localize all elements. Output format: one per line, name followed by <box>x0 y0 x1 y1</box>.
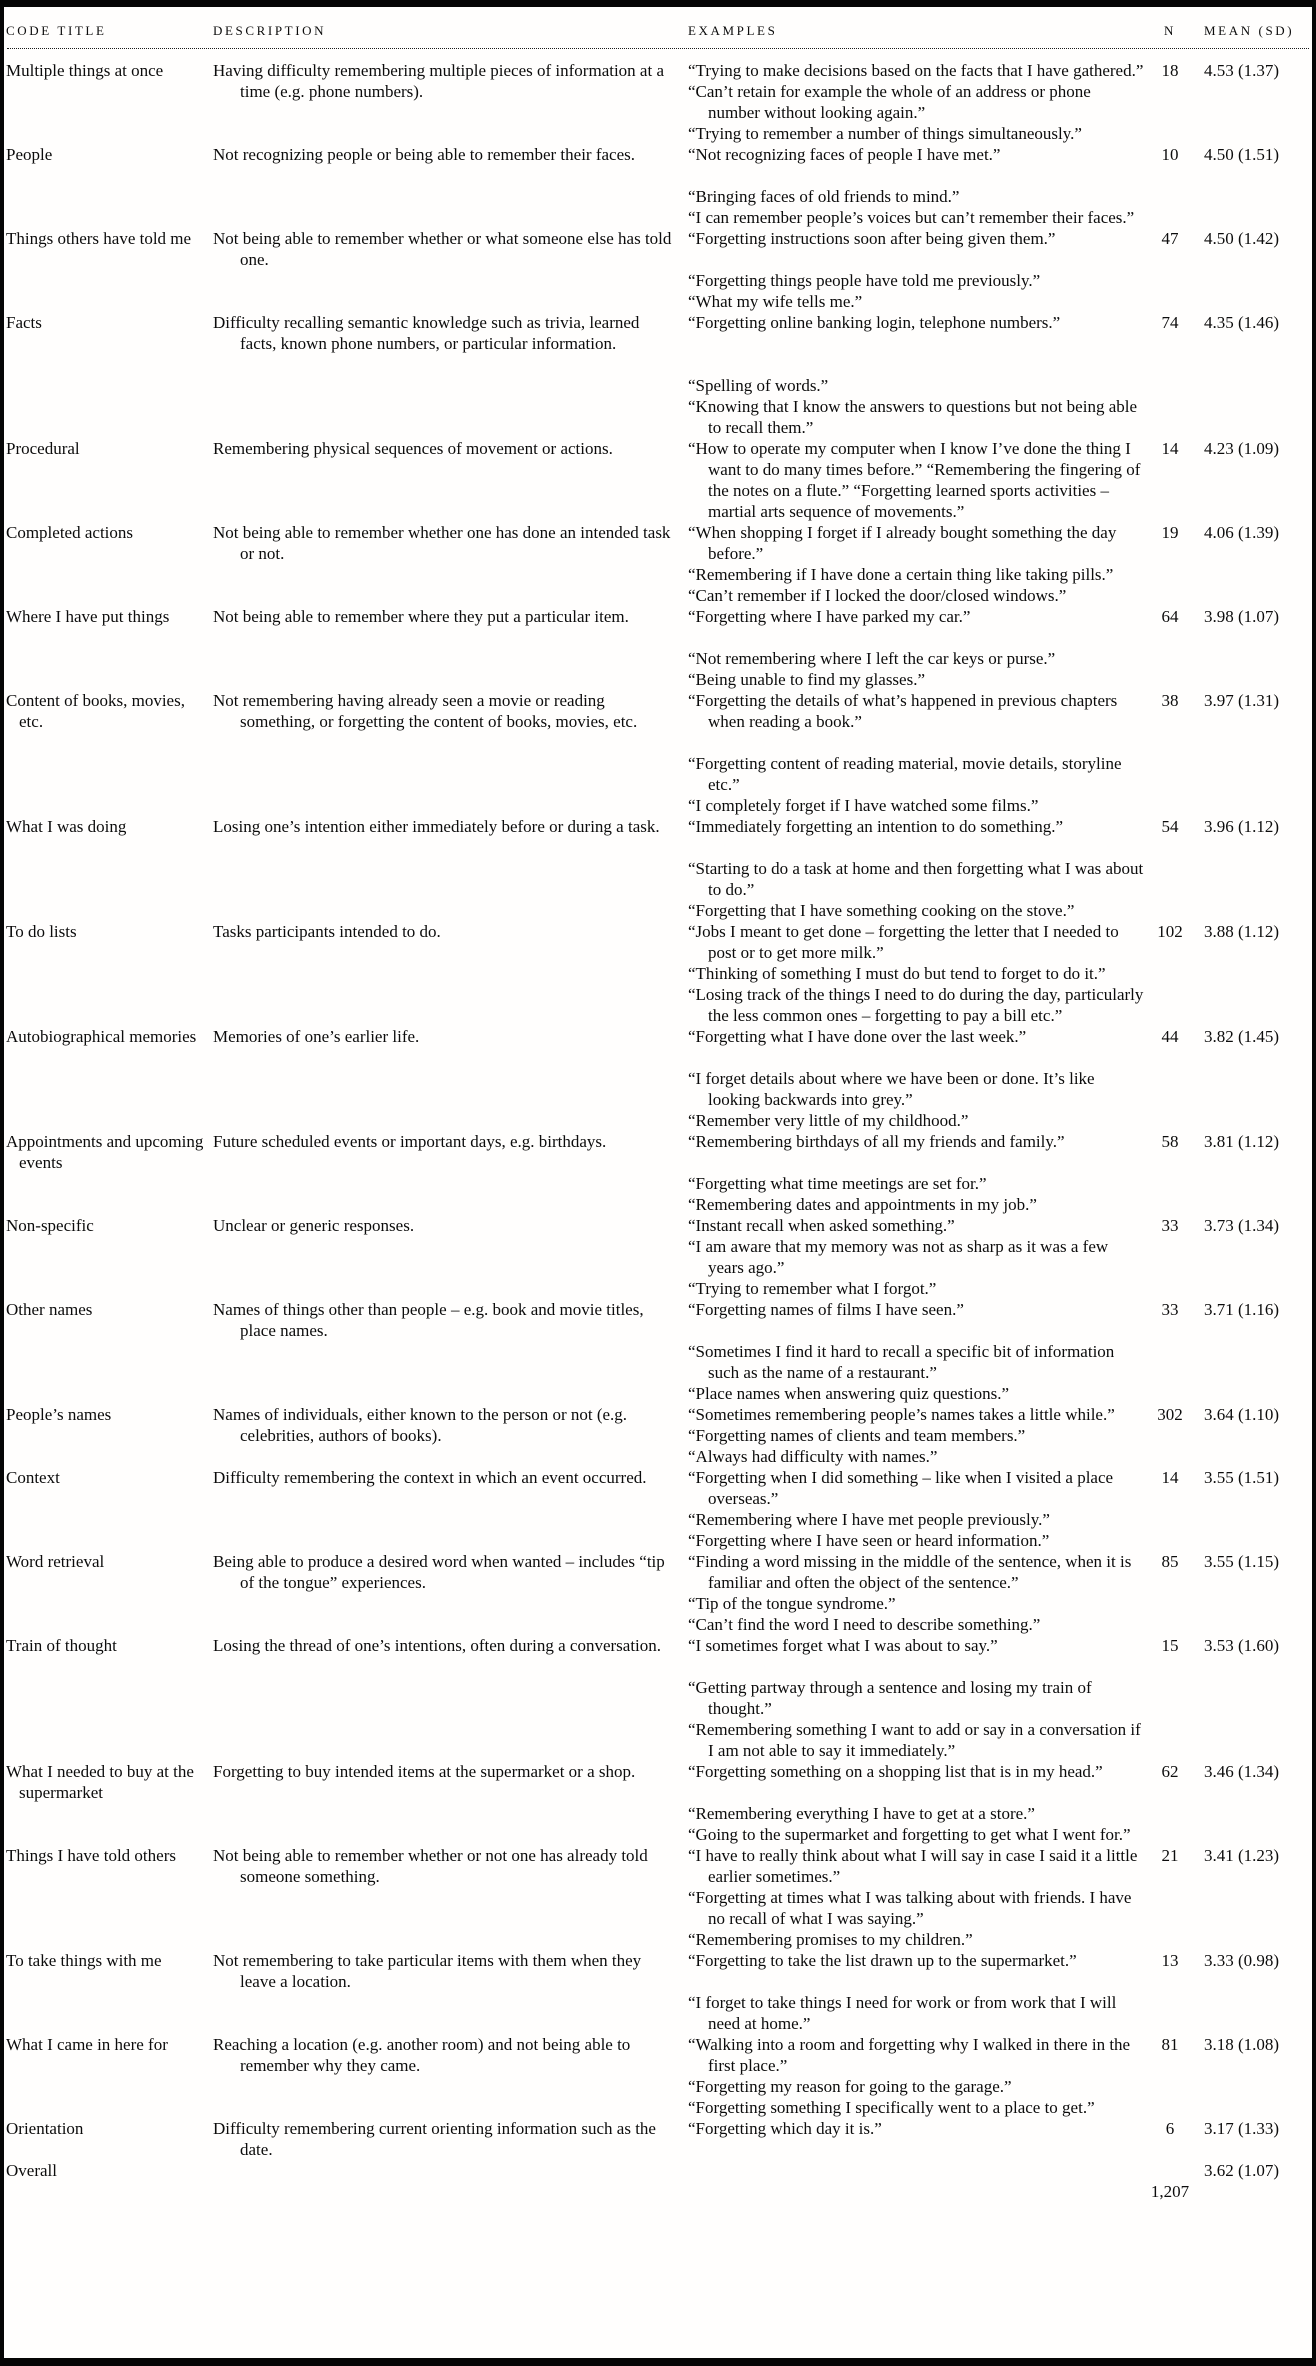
example-quote: “Remembering everything I have to get at a store.” <box>688 1804 1035 1823</box>
n-value: 10 <box>1161 145 1179 164</box>
table-row <box>6 1215 1312 1299</box>
table-row <box>6 1761 1312 1845</box>
example-quote: “I have to really think about what I will say in case I said it a little earlier sometimes.” <box>688 1846 1138 1886</box>
mean-sd-value: 3.41 (1.23) <box>1204 1846 1280 1865</box>
code-title-cell: Content of books, movies, etc. <box>6 691 185 731</box>
code-title-cell: To take things with me <box>6 1951 162 1970</box>
n-value: 38 <box>1161 691 1179 710</box>
table-row <box>6 1299 1312 1404</box>
n-value: 85 <box>1161 1552 1179 1571</box>
example-quote: “Trying to remember a number of things simultaneously.” <box>688 124 1082 143</box>
table-row <box>6 60 1312 144</box>
example-quote: “Getting partway through a sentence and losing my train of thought.” <box>688 1678 1092 1718</box>
n-value: 74 <box>1161 313 1179 332</box>
table-row <box>6 1467 1312 1551</box>
n-value: 15 <box>1161 1636 1179 1655</box>
examples-cell <box>674 60 1144 144</box>
example-quote: “Remembering something I want to add or say in a conversation if I am not able to say it immediately.” <box>688 1720 1141 1760</box>
table-row <box>6 1845 1312 1950</box>
code-title-cell: Overall <box>6 2161 57 2180</box>
example-quote: “Not remembering where I left the car keys or purse.” <box>688 649 1056 668</box>
column-header-examples: EXAMPLES <box>688 23 778 38</box>
column-header-code-title: CODE TITLE <box>6 23 107 38</box>
table-row <box>6 2160 1312 2202</box>
n-cell <box>1144 1635 1196 1656</box>
description-cell: Unclear or generic responses. <box>213 1216 415 1235</box>
mean-sd-value: 3.46 (1.34) <box>1204 1762 1280 1781</box>
examples-cell <box>674 1404 1144 1467</box>
description-cell: Being able to produce a desired word when wanted – includes “tip of the tongue” experiences. <box>213 1552 665 1592</box>
table-row <box>6 2118 1312 2160</box>
mean-sd-value: 3.62 (1.07) <box>1204 2161 1280 2180</box>
example-quote: “Always had difficulty with names.” <box>688 1447 938 1466</box>
examples-cell <box>674 1299 1144 1404</box>
description-cell: Not remembering to take particular items with them when they leave a location. <box>213 1951 642 1991</box>
examples-cell <box>674 1026 1144 1131</box>
example-quote: “Not recognizing faces of people I have met.” <box>688 145 1001 164</box>
n-value: 19 <box>1161 523 1179 542</box>
table-row <box>6 1635 1312 1761</box>
code-title-cell: What I needed to buy at the supermarket <box>6 1762 194 1802</box>
description-cell: Not recognizing people or being able to remember their faces. <box>213 145 635 164</box>
description-cell: Not being able to remember whether or not one has already told someone something. <box>213 1846 648 1886</box>
n-cell <box>1144 1131 1196 1152</box>
examples-cell <box>674 816 1144 921</box>
examples-cell <box>674 522 1144 606</box>
examples-cell <box>674 228 1144 312</box>
example-quote: “Tip of the tongue syndrome.” <box>688 1594 896 1613</box>
example-quote: “I can remember people’s voices but can’t remember their faces.” <box>688 208 1135 227</box>
table-header <box>4 7 1312 48</box>
table-row <box>6 921 1312 1026</box>
example-quote: “I forget details about where we have been or done. It’s like looking backwards into grey.” <box>688 1069 1095 1109</box>
table-row <box>6 690 1312 816</box>
example-quote: “Forgetting that I have something cooking on the stove.” <box>688 901 1075 920</box>
code-title-cell: Things I have told others <box>6 1846 176 1865</box>
example-quote: “Remembering dates and appointments in my job.” <box>688 1195 1037 1214</box>
n-cell <box>1144 2034 1196 2055</box>
n-cell <box>1144 1026 1196 1047</box>
n-value: 58 <box>1161 1132 1179 1151</box>
example-quote: “Going to the supermarket and forgetting to get what I went for.” <box>688 1825 1131 1844</box>
mean-sd-value: 3.98 (1.07) <box>1204 607 1280 626</box>
example-quote: “Forgetting where I have seen or heard information.” <box>688 1531 1050 1550</box>
description-cell: Not being able to remember where they put a particular item. <box>213 607 629 626</box>
description-cell: Forgetting to buy intended items at the supermarket or a shop. <box>213 1762 636 1781</box>
n-value: 14 <box>1161 1468 1179 1487</box>
example-quote: “Forgetting names of clients and team members.” <box>688 1426 1026 1445</box>
n-cell <box>1144 921 1196 942</box>
n-value: 13 <box>1161 1951 1179 1970</box>
example-quote: “I am aware that my memory was not as sharp as it was a few years ago.” <box>688 1237 1109 1277</box>
code-title-cell: Train of thought <box>6 1636 117 1655</box>
example-quote: “Forgetting when I did something – like when I visited a place overseas.” <box>688 1468 1114 1508</box>
mean-sd-value: 3.96 (1.12) <box>1204 817 1280 836</box>
examples-cell <box>674 1215 1144 1299</box>
table-row <box>6 2034 1312 2118</box>
code-title-cell: Appointments and upcoming events <box>6 1132 204 1172</box>
examples-cell <box>674 2118 1144 2139</box>
description-cell: Not being able to remember whether or what someone else has told one. <box>213 229 672 269</box>
example-quote: “Being unable to find my glasses.” <box>688 670 926 689</box>
n-value: 47 <box>1161 229 1179 248</box>
n-value: 14 <box>1161 439 1179 458</box>
example-quote: “Trying to remember what I forgot.” <box>688 1279 937 1298</box>
table-row <box>6 1026 1312 1131</box>
example-quote: “Forgetting what I have done over the last week.” <box>688 1027 1027 1046</box>
example-quote: “Can’t remember if I locked the door/closed windows.” <box>688 586 1067 605</box>
examples-cell <box>674 2034 1144 2118</box>
example-quote: “Remembering birthdays of all my friends and family.” <box>688 1132 1065 1151</box>
n-cell <box>1144 690 1196 711</box>
example-quote: “Forgetting which day it is.” <box>688 2119 882 2138</box>
n-cell <box>1144 1950 1196 1971</box>
example-quote: “Forgetting names of films I have seen.” <box>688 1300 964 1319</box>
mean-sd-value: 4.35 (1.46) <box>1204 313 1280 332</box>
column-header-mean-sd: MEAN (SD) <box>1204 23 1295 38</box>
example-quote: “Forgetting where I have parked my car.” <box>688 607 971 626</box>
example-quote: “Trying to make decisions based on the facts that I have gathered.” <box>688 61 1144 80</box>
description-cell: Future scheduled events or important days, e.g. birthdays. <box>213 1132 607 1151</box>
n-cell <box>1144 1551 1196 1572</box>
example-quote: “Place names when answering quiz questions.” <box>688 1384 1010 1403</box>
example-quote: “Can’t retain for example the whole of an address or phone number without looking again.” <box>688 82 1091 122</box>
table-row <box>6 438 1312 522</box>
examples-cell <box>674 144 1144 228</box>
n-cell <box>1144 1404 1196 1425</box>
example-quote: “Forgetting things people have told me previously.” <box>688 271 1041 290</box>
table-row <box>6 1950 1312 2034</box>
n-cell <box>1144 1761 1196 1782</box>
examples-cell <box>674 690 1144 816</box>
examples-cell <box>674 438 1144 522</box>
example-quote: “Remembering where I have met people previously.” <box>688 1510 1050 1529</box>
column-header-n: N <box>1164 23 1176 38</box>
description-cell: Memories of one’s earlier life. <box>213 1027 420 1046</box>
code-title-cell: People <box>6 145 53 164</box>
example-quote: “I completely forget if I have watched some films.” <box>688 796 1039 815</box>
description-cell: Not being able to remember whether one has done an intended task or not. <box>213 523 671 563</box>
table-row <box>6 228 1312 312</box>
example-quote: “Forgetting something on a shopping list that is in my head.” <box>688 1762 1103 1781</box>
examples-cell <box>674 1551 1144 1635</box>
table-row <box>6 1131 1312 1215</box>
example-quote: “Remembering if I have done a certain thing like taking pills.” <box>688 565 1114 584</box>
mean-sd-value: 3.17 (1.33) <box>1204 2119 1280 2138</box>
example-quote: “Can’t find the word I need to describe something.” <box>688 1615 1041 1634</box>
description-cell: Names of things other than people – e.g. book and movie titles, place names. <box>213 1300 644 1340</box>
examples-cell <box>674 1131 1144 1215</box>
example-quote: “Instant recall when asked something.” <box>688 1216 955 1235</box>
example-quote: “Remember very little of my childhood.” <box>688 1111 969 1130</box>
description-cell: Tasks participants intended to do. <box>213 922 441 941</box>
example-quote: “Spelling of words.” <box>688 376 829 395</box>
n-value: 18 <box>1161 61 1179 80</box>
example-quote: “Forgetting online banking login, telephone numbers.” <box>688 313 1061 332</box>
example-quote: “Starting to do a task at home and then forgetting what I was about to do.” <box>688 859 1144 899</box>
code-title-cell: Things others have told me <box>6 229 192 248</box>
code-title-cell: Multiple things at once <box>6 61 164 80</box>
description-cell: Reaching a location (e.g. another room) and not being able to remember why they came. <box>213 2035 631 2075</box>
mean-sd-value: 4.53 (1.37) <box>1204 61 1280 80</box>
n-cell <box>1144 438 1196 459</box>
description-cell: Difficulty recalling semantic knowledge such as trivia, learned facts, known phone numbers, or particular information. <box>213 313 640 353</box>
n-cell <box>1144 144 1196 165</box>
examples-cell <box>674 1761 1144 1845</box>
examples-cell <box>674 1467 1144 1551</box>
code-title-cell: Autobiographical memories <box>6 1027 197 1046</box>
mean-sd-value: 3.71 (1.16) <box>1204 1300 1280 1319</box>
description-cell: Not remembering having already seen a movie or reading something, or forgetting the content of books, movies, etc. <box>213 691 638 731</box>
example-quote: “When shopping I forget if I already bought something the day before.” <box>688 523 1117 563</box>
description-cell: Names of individuals, either known to the person or not (e.g. celebrities, authors of books). <box>213 1405 628 1445</box>
n-value: 44 <box>1161 1027 1179 1046</box>
mean-sd-value: 3.97 (1.31) <box>1204 691 1280 710</box>
table-row <box>6 606 1312 690</box>
code-title-cell: What I was doing <box>6 817 127 836</box>
n-cell <box>1144 606 1196 627</box>
code-title-cell: What I came in here for <box>6 2035 168 2054</box>
mean-sd-value: 3.64 (1.10) <box>1204 1405 1280 1424</box>
n-cell <box>1144 2118 1196 2139</box>
code-title-cell: Other names <box>6 1300 93 1319</box>
n-value: 102 <box>1157 922 1183 941</box>
mean-sd-value: 3.53 (1.60) <box>1204 1636 1280 1655</box>
mean-sd-value: 4.50 (1.51) <box>1204 145 1280 164</box>
example-quote: “Jobs I meant to get done – forgetting the letter that I needed to post or to get more milk.” <box>688 922 1119 962</box>
mean-sd-value: 3.88 (1.12) <box>1204 922 1280 941</box>
n-offset-spacer <box>1144 2160 1196 2181</box>
table-body <box>4 49 1312 2202</box>
example-quote: “What my wife tells me.” <box>688 292 863 311</box>
table-row <box>6 522 1312 606</box>
n-value: 302 <box>1157 1405 1183 1424</box>
examples-cell <box>674 921 1144 1026</box>
n-value: 54 <box>1161 817 1179 836</box>
n-value: 6 <box>1165 2119 1175 2138</box>
code-title-cell: Context <box>6 1468 60 1487</box>
n-value: 21 <box>1161 1846 1179 1865</box>
mean-sd-value: 3.55 (1.51) <box>1204 1468 1280 1487</box>
mean-sd-value: 3.73 (1.34) <box>1204 1216 1280 1235</box>
mean-sd-value: 3.33 (0.98) <box>1204 1951 1280 1970</box>
mean-sd-value: 3.55 (1.15) <box>1204 1552 1280 1571</box>
example-quote: “Forgetting content of reading material, movie details, storyline etc.” <box>688 754 1122 794</box>
example-quote: “Losing track of the things I need to do during the day, particularly the less common ones – forgetting to pay a bill etc.” <box>688 985 1144 1025</box>
code-title-cell: Procedural <box>6 439 80 458</box>
code-title-cell: To do lists <box>6 922 77 941</box>
examples-cell <box>674 606 1144 690</box>
code-title-cell: Facts <box>6 313 42 332</box>
n-value: 64 <box>1161 607 1179 626</box>
n-cell <box>1144 60 1196 81</box>
code-title-cell: Completed actions <box>6 523 134 542</box>
n-cell <box>1144 228 1196 249</box>
examples-cell <box>674 1845 1144 1950</box>
n-cell <box>1144 1845 1196 1866</box>
example-quote: “Forgetting the details of what’s happened in previous chapters when reading a book.” <box>688 691 1118 731</box>
example-quote: “Finding a word missing in the middle of the sentence, when it is familiar and often the object of the sentence.” <box>688 1552 1132 1592</box>
n-cell <box>1144 312 1196 333</box>
table-row <box>6 1404 1312 1467</box>
n-cell <box>1144 1299 1196 1320</box>
table-row <box>6 1551 1312 1635</box>
example-quote: “Sometimes remembering people’s names takes a little while.” <box>688 1405 1115 1424</box>
example-quote: “Forgetting instructions soon after being given them.” <box>688 229 1056 248</box>
n-cell <box>1144 816 1196 837</box>
examples-cell <box>674 312 1144 438</box>
description-cell: Losing the thread of one’s intentions, often during a conversation. <box>213 1636 662 1655</box>
code-title-cell: Non-specific <box>6 1216 94 1235</box>
code-title-cell: Word retrieval <box>6 1552 105 1571</box>
example-quote: “How to operate my computer when I know I’ve done the thing I want to do many times before.” “Remembering the fingering of the notes on a flute.” “Forgetting learned sports activities – martial arts sequence of movements.” <box>688 439 1141 521</box>
example-quote: “Forgetting to take the list drawn up to the supermarket.” <box>688 1951 1077 1970</box>
mean-sd-value: 3.82 (1.45) <box>1204 1027 1280 1046</box>
n-cell <box>1144 1467 1196 1488</box>
n-value: 1,207 <box>1150 2182 1190 2201</box>
example-quote: “Thinking of something I must do but tend to forget to do it.” <box>688 964 1106 983</box>
example-quote: “Sometimes I find it hard to recall a specific bit of information such as the name of a restaurant.” <box>688 1342 1115 1382</box>
example-quote: “Forgetting at times what I was talking about with friends. I have no recall of what I was saying.” <box>688 1888 1132 1928</box>
code-title-cell: People’s names <box>6 1405 112 1424</box>
examples-cell <box>674 1950 1144 2034</box>
example-quote: “Forgetting what time meetings are set for.” <box>688 1174 987 1193</box>
mean-sd-value: 4.50 (1.42) <box>1204 229 1280 248</box>
table-row <box>6 816 1312 921</box>
description-cell: Remembering physical sequences of movement or actions. <box>213 439 613 458</box>
code-title-cell: Where I have put things <box>6 607 170 626</box>
n-value: 33 <box>1161 1300 1179 1319</box>
table-row <box>6 312 1312 438</box>
example-quote: “Immediately forgetting an intention to do something.” <box>688 817 1064 836</box>
examples-cell <box>674 1635 1144 1761</box>
description-cell: Losing one’s intention either immediately before or during a task. <box>213 817 660 836</box>
example-quote: “Knowing that I know the answers to questions but not being able to recall them.” <box>688 397 1138 437</box>
column-header-description: DESCRIPTION <box>213 23 327 38</box>
mean-sd-value: 3.18 (1.08) <box>1204 2035 1280 2054</box>
n-cell <box>1144 2160 1196 2202</box>
example-quote: “Forgetting my reason for going to the garage.” <box>688 2077 1012 2096</box>
n-value: 62 <box>1161 1762 1179 1781</box>
example-quote: “Remembering promises to my children.” <box>688 1930 973 1949</box>
description-cell: Having difficulty remembering multiple pieces of information at a time (e.g. phone numbers). <box>213 61 664 101</box>
code-title-cell: Orientation <box>6 2119 84 2138</box>
example-quote: “I forget to take things I need for work or from work that I will need at home.” <box>688 1993 1117 2033</box>
n-value: 81 <box>1161 2035 1179 2054</box>
example-quote: “Bringing faces of old friends to mind.” <box>688 187 960 206</box>
n-cell <box>1144 522 1196 543</box>
description-cell: Difficulty remembering the context in which an event occurred. <box>213 1468 647 1487</box>
n-cell <box>1144 1215 1196 1236</box>
description-cell: Difficulty remembering current orienting information such as the date. <box>213 2119 656 2159</box>
example-quote: “Forgetting something I specifically went to a place to get.” <box>688 2098 1095 2117</box>
mean-sd-value: 4.06 (1.39) <box>1204 523 1280 542</box>
example-quote: “Walking into a room and forgetting why I walked in there in the first place.” <box>688 2035 1131 2075</box>
table-row <box>6 144 1312 228</box>
mean-sd-value: 3.81 (1.12) <box>1204 1132 1280 1151</box>
n-value: 33 <box>1161 1216 1179 1235</box>
mean-sd-value: 4.23 (1.09) <box>1204 439 1280 458</box>
example-quote: “I sometimes forget what I was about to say.” <box>688 1636 998 1655</box>
